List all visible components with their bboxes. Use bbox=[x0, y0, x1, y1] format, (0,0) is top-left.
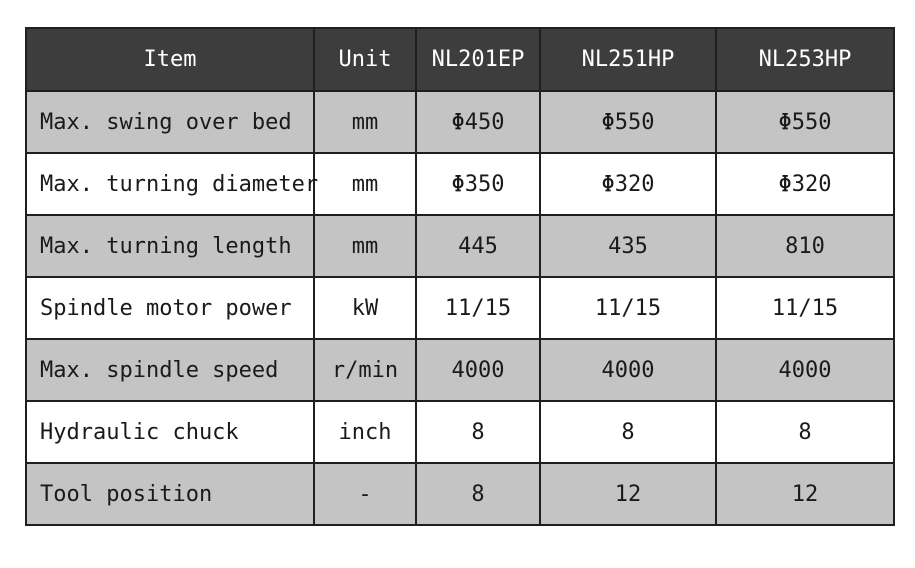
item-cell: Max. swing over bed bbox=[26, 91, 314, 153]
value-cell: 8 bbox=[540, 401, 716, 463]
value-cell: 810 bbox=[716, 215, 894, 277]
unit-cell: mm bbox=[314, 91, 416, 153]
value-cell: 11/15 bbox=[716, 277, 894, 339]
value-cell: Φ550 bbox=[540, 91, 716, 153]
item-cell: Hydraulic chuck bbox=[26, 401, 314, 463]
table-row bbox=[26, 463, 894, 525]
header-row bbox=[26, 28, 894, 91]
unit-cell: - bbox=[314, 463, 416, 525]
value-cell: Φ450 bbox=[416, 91, 540, 153]
value-cell: 8 bbox=[416, 463, 540, 525]
value-cell: Φ550 bbox=[716, 91, 894, 153]
table-row bbox=[26, 401, 894, 463]
table-row bbox=[26, 215, 894, 277]
table-row bbox=[26, 339, 894, 401]
value-cell: 11/15 bbox=[416, 277, 540, 339]
header-unit: Unit bbox=[314, 28, 416, 91]
header-model-nl201ep: NL201EP bbox=[416, 28, 540, 91]
unit-cell: inch bbox=[314, 401, 416, 463]
spec-table bbox=[25, 27, 895, 526]
table-row bbox=[26, 277, 894, 339]
value-cell: Φ350 bbox=[416, 153, 540, 215]
header-item: Item bbox=[26, 28, 314, 91]
value-cell: 4000 bbox=[540, 339, 716, 401]
value-cell: 12 bbox=[540, 463, 716, 525]
value-cell: 4000 bbox=[416, 339, 540, 401]
value-cell: 8 bbox=[416, 401, 540, 463]
unit-cell: r/min bbox=[314, 339, 416, 401]
header-model-nl251hp: NL251HP bbox=[540, 28, 716, 91]
header-model-nl253hp: NL253HP bbox=[716, 28, 894, 91]
value-cell: Φ320 bbox=[540, 153, 716, 215]
value-cell: 445 bbox=[416, 215, 540, 277]
item-cell: Max. turning diameter bbox=[26, 153, 314, 215]
unit-cell: mm bbox=[314, 215, 416, 277]
value-cell: 435 bbox=[540, 215, 716, 277]
table-row bbox=[26, 153, 894, 215]
value-cell: 11/15 bbox=[540, 277, 716, 339]
item-cell: Spindle motor power bbox=[26, 277, 314, 339]
value-cell: 8 bbox=[716, 401, 894, 463]
item-cell: Max. turning length bbox=[26, 215, 314, 277]
item-cell: Max. spindle speed bbox=[26, 339, 314, 401]
table-row bbox=[26, 91, 894, 153]
unit-cell: kW bbox=[314, 277, 416, 339]
value-cell: Φ320 bbox=[716, 153, 894, 215]
unit-cell: mm bbox=[314, 153, 416, 215]
item-cell: Tool position bbox=[26, 463, 314, 525]
value-cell: 4000 bbox=[716, 339, 894, 401]
value-cell: 12 bbox=[716, 463, 894, 525]
